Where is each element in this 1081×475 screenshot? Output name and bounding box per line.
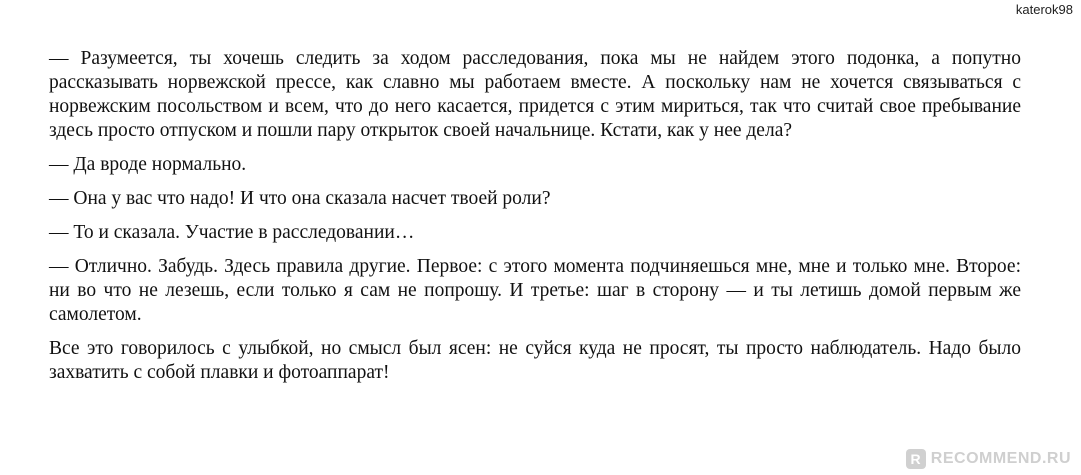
recommend-logo-icon: R (906, 449, 926, 469)
paragraph: Все это говорилось с улыбкой, но смысл был ясен: не суйся куда не просят, ты просто наблюдатель. Надо было захватить с собой плавки и фотоаппарат! (49, 338, 1021, 383)
paragraph: — Разумеется, ты хочешь следить за ходом расследования, пока мы не найдем этого подонка, а попутно рассказывать норвежской прессе, как славно мы работаем вместе. А поскольку нам не хочется связываться с норвежским посольством и всем, что до него касается, придется с этим мириться, так что считай свое пребывание здесь просто отпуском и пошли пару открыток своей начальнице. Кстати, как у нее дела? (49, 48, 1021, 141)
recommend-watermark (906, 449, 1071, 469)
paragraph: — Она у вас что надо! И что она сказала насчет твоей роли? (49, 188, 551, 209)
paragraph: — То и сказала. Участие в расследовании… (49, 222, 415, 243)
paragraph: — Отлично. Забудь. Здесь правила другие. Первое: с этого момента подчиняешься мне, мне и только мне. Второе: ни во что не лезешь, если только я сам не попрошу. И третье: шаг в сторону — и ты летишь домой первым же самолетом. (49, 256, 1021, 325)
book-text (49, 47, 1021, 395)
watermark-text: RECOMMEND.RU (930, 450, 1071, 467)
username-label: katerok98 (1015, 2, 1073, 17)
paragraph: — Да вроде нормально. (49, 154, 247, 175)
